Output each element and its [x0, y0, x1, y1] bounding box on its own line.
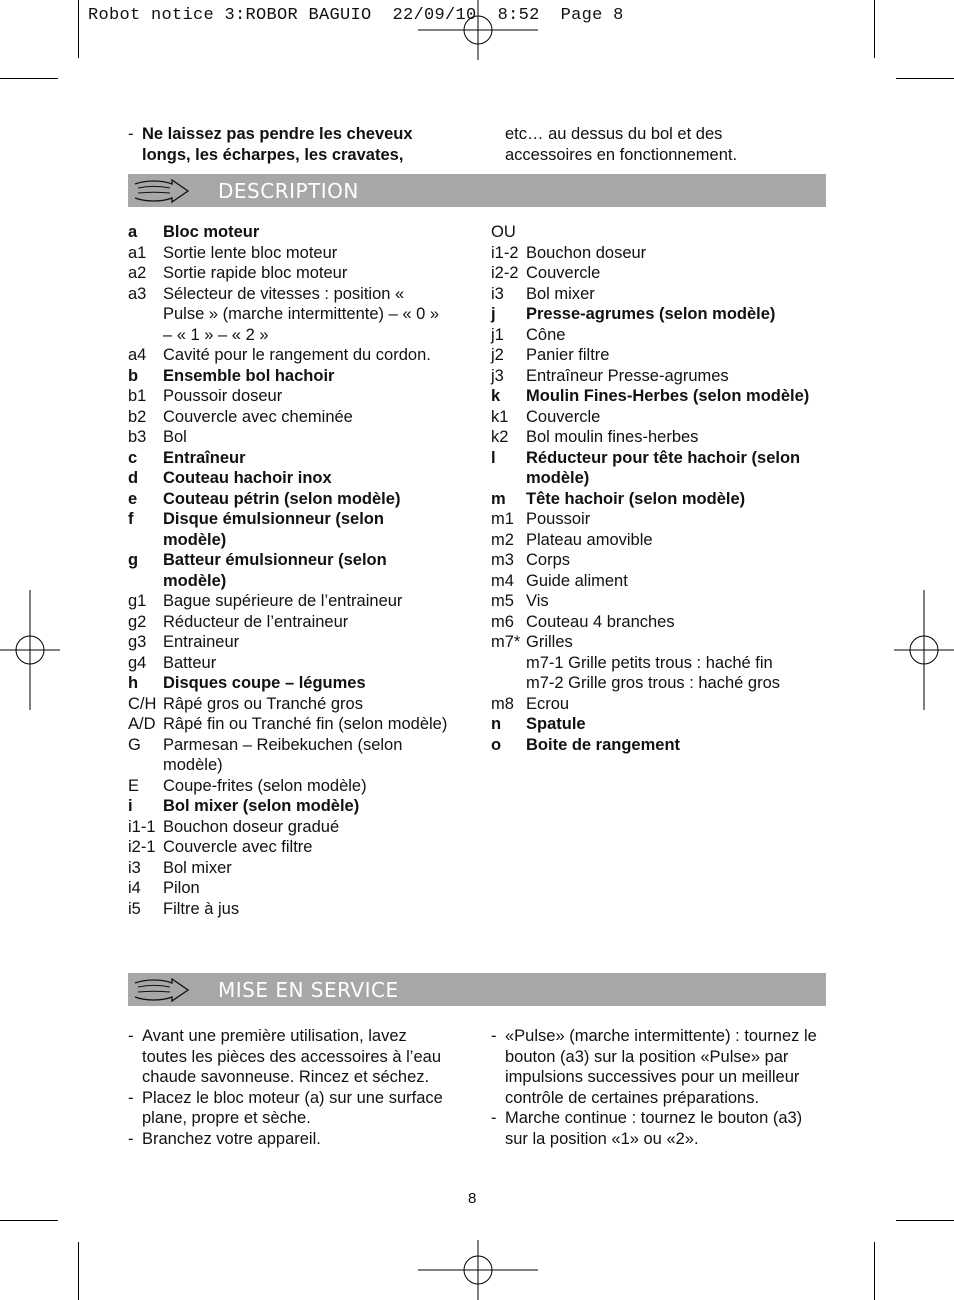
item-text: Tête hachoir (selon modèle)	[526, 489, 746, 508]
page-number: 8	[468, 1190, 477, 1207]
item-text: Batteur émulsionneur (selon modèle)	[163, 551, 387, 590]
item-label: i4	[128, 879, 141, 897]
description-item	[128, 366, 448, 387]
instruction-item	[491, 1108, 829, 1149]
item-text: Bol mixer (selon modèle)	[163, 797, 360, 815]
item-text: Disques coupe – légumes	[163, 674, 366, 692]
item-text: Râpé gros ou Tranché gros	[163, 694, 363, 713]
dash: -	[128, 1027, 134, 1045]
item-text: Cône	[526, 325, 566, 344]
description-item	[491, 489, 821, 510]
description-item	[128, 263, 448, 284]
item-label: k1	[491, 407, 509, 426]
item-text: Bol mixer	[163, 858, 232, 877]
item-label: i	[128, 797, 133, 815]
description-item	[128, 386, 448, 407]
item-text: Batteur	[163, 653, 217, 672]
item-label: g3	[128, 633, 147, 651]
item-label: m7*	[491, 633, 521, 651]
instruction-item	[491, 1026, 829, 1108]
description-item	[491, 673, 821, 694]
description-item	[491, 427, 821, 448]
item-label: b	[128, 366, 139, 385]
instruction-item	[128, 1088, 448, 1129]
item-text: Filtre à jus	[163, 899, 240, 918]
item-text: Bague supérieure de l’entraineur	[163, 592, 403, 610]
item-label: d	[128, 469, 139, 487]
description-item	[491, 591, 821, 612]
item-text: Entraîneur Presse-agrumes	[526, 366, 729, 385]
registration-mark-icon	[418, 1240, 538, 1300]
item-label: i5	[128, 899, 141, 918]
item-text: Réducteur de l’entraineur	[163, 612, 349, 631]
item-label: g	[128, 551, 139, 569]
item-label: i1-2	[491, 243, 519, 262]
item-label: j1	[491, 325, 504, 344]
instruction-text: Placez le bloc moteur (a) sur une surface plane, propre et sèche.	[142, 1088, 443, 1127]
item-text: Disque émulsionneur (selon modèle)	[163, 510, 384, 549]
item-text: Ecrou	[526, 694, 570, 713]
intro-left	[128, 124, 458, 165]
item-text: Vis	[526, 592, 549, 610]
description-item	[491, 550, 821, 571]
description-item	[128, 776, 448, 797]
dash: -	[491, 1109, 497, 1127]
item-text: Couvercle	[526, 264, 601, 282]
description-item	[128, 796, 448, 817]
description-item	[128, 899, 448, 920]
item-text: Bouchon doseur gradué	[163, 817, 340, 836]
instruction-text: Branchez votre appareil.	[142, 1129, 321, 1148]
description-item	[128, 632, 448, 653]
item-label: j3	[491, 366, 504, 385]
instruction-item	[128, 1129, 448, 1150]
description-item	[128, 489, 448, 510]
description-item	[128, 345, 448, 366]
crop-mark	[78, 1242, 79, 1300]
item-label: m3	[491, 551, 514, 569]
description-item	[491, 448, 821, 489]
description-item	[491, 366, 821, 387]
crop-mark	[896, 78, 954, 79]
mise-en-service-list-left	[128, 1026, 448, 1149]
description-item	[491, 243, 821, 264]
description-item	[128, 612, 448, 633]
item-label: a4	[128, 346, 147, 364]
item-text: Sélecteur de vitesses : position « Pulse » (marche intermittente) – « 0 » – « 1 » – « 2 »	[163, 284, 440, 344]
item-text: Sortie lente bloc moteur	[163, 243, 338, 262]
item-label	[491, 673, 526, 694]
description-item	[128, 243, 448, 264]
item-label: b2	[128, 407, 147, 426]
item-text: Bol mixer	[526, 284, 595, 303]
description-item	[128, 550, 448, 591]
item-text	[526, 222, 821, 243]
item-text: Couteau hachoir inox	[163, 469, 332, 487]
item-label: f	[128, 510, 134, 528]
item-label: m4	[491, 571, 514, 590]
item-label: k	[491, 387, 501, 405]
crop-mark	[78, 0, 79, 58]
description-item	[491, 345, 821, 366]
description-item	[491, 571, 821, 592]
item-text: Cavité pour le rangement du cordon.	[163, 346, 431, 364]
description-item	[491, 714, 821, 735]
description-item	[491, 325, 821, 346]
registration-mark-icon	[0, 590, 60, 710]
item-text: Panier filtre	[526, 346, 610, 364]
crop-mark	[896, 1220, 954, 1221]
description-title: DESCRIPTION	[218, 179, 359, 203]
item-text: Plateau amovible	[526, 530, 653, 549]
item-label: j2	[491, 346, 504, 364]
description-item	[128, 673, 448, 694]
item-text: Pilon	[163, 879, 200, 897]
item-text: m7-2 Grille gros trous : haché gros	[526, 674, 781, 692]
item-text: Couvercle avec cheminée	[163, 407, 353, 426]
description-item	[491, 284, 821, 305]
item-label: i2-1	[128, 838, 156, 856]
description-item	[128, 222, 448, 243]
item-label: a	[128, 223, 138, 241]
item-label: m2	[491, 530, 514, 549]
mise-en-service-title: MISE EN SERVICE	[218, 978, 399, 1002]
description-item	[128, 653, 448, 674]
item-label: g4	[128, 653, 147, 672]
item-text: Couvercle	[526, 407, 601, 426]
item-label: a1	[128, 243, 147, 262]
item-text: Bol moulin fines-herbes	[526, 428, 699, 446]
crop-mark	[0, 78, 58, 79]
dash: -	[491, 1027, 497, 1045]
item-text: Couvercle avec filtre	[163, 838, 313, 856]
item-text: Poussoir doseur	[163, 387, 283, 405]
dash: -	[128, 1088, 134, 1107]
item-label: a3	[128, 284, 147, 303]
item-label: m5	[491, 592, 514, 610]
item-label: m8	[491, 694, 514, 713]
description-item	[128, 694, 448, 715]
intro-left-item	[128, 124, 458, 165]
instruction-text: Avant une première utilisation, lavez toutes les pièces des accessoires à l’eau chaude savonneuse. Rincez et séchez.	[142, 1027, 441, 1086]
item-text: m7-1 Grille petits trous : haché fin	[526, 653, 773, 672]
description-item	[128, 448, 448, 469]
item-label: G	[128, 735, 141, 754]
item-label: a2	[128, 264, 147, 282]
item-label: c	[128, 448, 138, 467]
item-text: Guide aliment	[526, 571, 628, 590]
description-item	[128, 837, 448, 858]
item-label: h	[128, 674, 139, 692]
item-text: Poussoir	[526, 510, 591, 528]
item-text: Grilles	[526, 633, 573, 651]
item-label: OU	[491, 223, 516, 241]
description-list-right	[491, 222, 821, 755]
description-item	[491, 407, 821, 428]
item-text: Boite de rangement	[526, 735, 681, 754]
item-label: i2-2	[491, 264, 519, 282]
description-item	[491, 222, 821, 243]
description-item	[491, 509, 821, 530]
description-item	[491, 612, 821, 633]
description-item	[128, 407, 448, 428]
description-list-left	[128, 222, 448, 919]
item-label: i3	[128, 858, 141, 877]
description-item	[128, 714, 448, 735]
item-text: Couteau 4 branches	[526, 612, 675, 631]
instruction-text: Marche continue : tournez le bouton (a3) sur la position «1» ou «2».	[505, 1109, 803, 1148]
item-label	[491, 653, 526, 674]
item-label: b3	[128, 428, 147, 446]
item-text: Râpé fin ou Tranché fin (selon modèle)	[163, 715, 448, 733]
registration-mark-icon	[894, 590, 954, 710]
description-item	[128, 878, 448, 899]
description-item	[128, 735, 448, 776]
item-text: Coupe-frites (selon modèle)	[163, 776, 367, 795]
dash: -	[128, 125, 134, 143]
item-text: Sortie rapide bloc moteur	[163, 264, 348, 282]
item-text: Presse-agrumes (selon modèle)	[526, 305, 776, 323]
description-item	[491, 632, 821, 653]
description-item	[128, 468, 448, 489]
intro-left-text: Ne laissez pas pendre les cheveux longs, les écharpes, les cravates,	[142, 125, 413, 164]
item-label: g2	[128, 612, 147, 631]
crop-mark	[874, 1242, 875, 1300]
crop-mark	[874, 0, 875, 58]
item-label: i3	[491, 284, 504, 303]
item-text: Bloc moteur	[163, 223, 260, 241]
item-label: i1-1	[128, 817, 156, 836]
item-text: Ensemble bol hachoir	[163, 366, 335, 385]
hand-arrow-icon	[132, 178, 192, 204]
description-item	[491, 694, 821, 715]
item-label: o	[491, 735, 502, 754]
description-item	[128, 591, 448, 612]
intro-right-text: etc… au dessus du bol et des accessoires en fonctionnement.	[505, 125, 738, 164]
item-text: Entraîneur	[163, 448, 246, 467]
item-text: Réducteur pour tête hachoir (selon modèle)	[526, 448, 801, 487]
item-text: Moulin Fines-Herbes (selon modèle)	[526, 387, 810, 405]
description-item	[128, 509, 448, 550]
item-label: k2	[491, 428, 509, 446]
description-item	[128, 284, 448, 346]
item-label: C/H	[128, 694, 157, 713]
description-item	[128, 858, 448, 879]
crop-mark	[0, 1220, 58, 1221]
hand-arrow-icon	[132, 977, 192, 1003]
item-text: Parmesan – Reibekuchen (selon modèle)	[163, 735, 403, 774]
item-label: j	[491, 305, 496, 323]
item-label: m6	[491, 612, 514, 631]
description-item	[491, 735, 821, 756]
item-label: m1	[491, 510, 514, 528]
print-header: Robot notice 3:ROBOR BAGUIO 22/09/10 8:52 Page 8	[88, 6, 624, 25]
description-header	[128, 174, 826, 207]
item-text: Spatule	[526, 715, 586, 733]
item-text: Corps	[526, 551, 571, 569]
description-item	[128, 817, 448, 838]
item-text: Bouchon doseur	[526, 243, 647, 262]
description-item	[491, 653, 821, 674]
mise-en-service-header	[128, 973, 826, 1006]
description-item	[491, 386, 821, 407]
description-item	[491, 304, 821, 325]
description-item	[491, 263, 821, 284]
instruction-item	[128, 1026, 448, 1088]
item-text: Entraineur	[163, 633, 240, 651]
item-label: l	[491, 448, 496, 467]
item-label: b1	[128, 387, 147, 405]
instruction-text: «Pulse» (marche intermittente) : tournez le bouton (a3) sur la position «Pulse» par impulsions successives pour un meilleur contrôle de certaines préparations.	[505, 1027, 817, 1107]
item-label: g1	[128, 592, 147, 610]
item-label: m	[491, 489, 506, 508]
item-text: Bol	[163, 428, 187, 446]
dash: -	[128, 1129, 134, 1148]
intro-right	[505, 124, 795, 165]
mise-en-service-list-right	[491, 1026, 829, 1149]
item-label: n	[491, 715, 502, 733]
description-item	[491, 530, 821, 551]
item-text: Couteau pétrin (selon modèle)	[163, 489, 401, 508]
item-label: E	[128, 776, 140, 795]
item-label: A/D	[128, 715, 156, 733]
item-label: e	[128, 489, 138, 508]
description-item	[128, 427, 448, 448]
